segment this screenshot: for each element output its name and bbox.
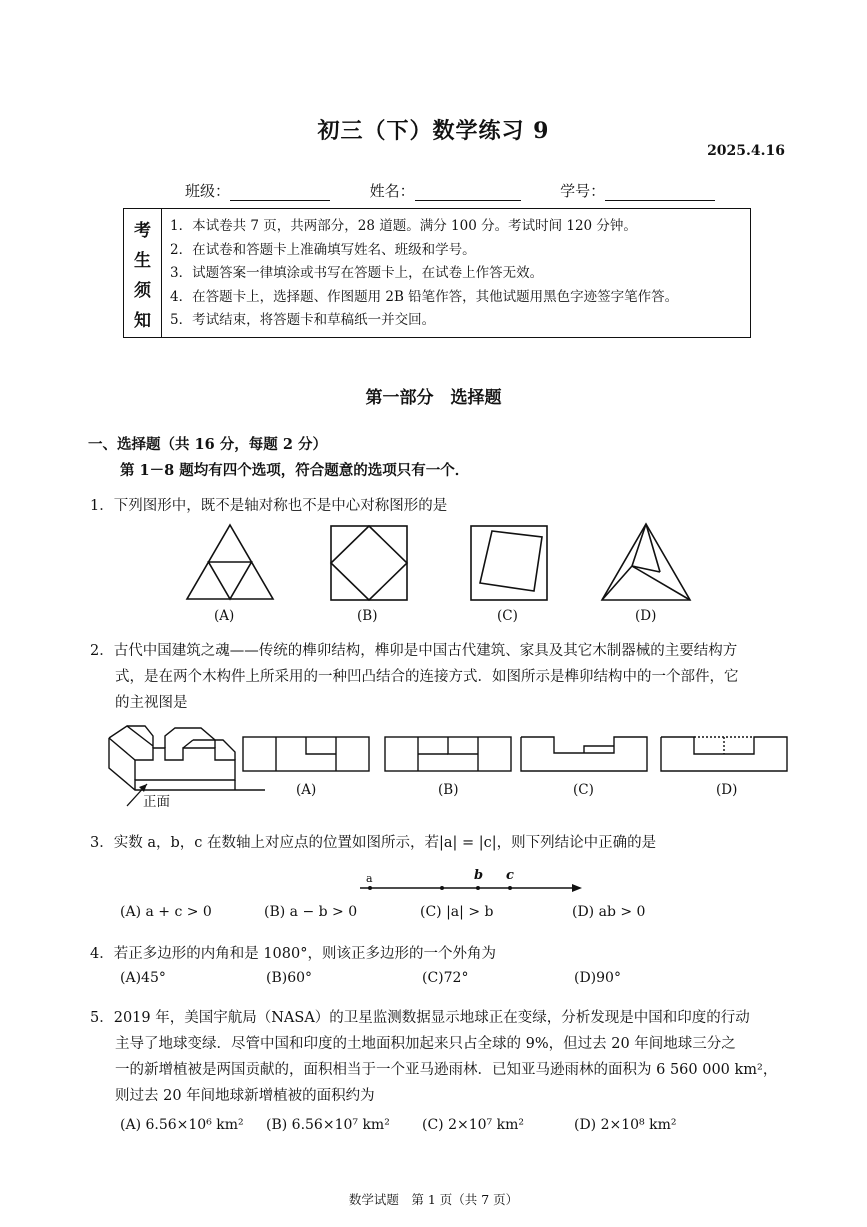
student-info-fields	[185, 180, 715, 201]
notice-item: 1．本试卷共 7 页，共两部分，28 道题。满分 100 分。考试时间 120 分钟。	[170, 218, 637, 234]
question-2-line-1: 2．古代中国建筑之魂——传统的榫卯结构，榫卯是中国古代建筑、家具及其它木制器械的主要结构方	[90, 643, 738, 659]
question-5-line-1: 5．2019 年，美国宇航局（NASA）的卫星监测数据显示地球正在变绿，分析发现是中国和印度的行动	[90, 1010, 750, 1026]
q2-view-d	[660, 736, 788, 772]
class-field[interactable]	[230, 186, 330, 201]
q2-caption-c: (C)	[573, 782, 594, 798]
q1-caption-a: (A)	[214, 608, 235, 624]
section-title: 第一部分 选择题	[365, 388, 502, 408]
notice-side-char: 生	[134, 250, 151, 271]
notice-side-label	[124, 209, 162, 337]
name-label: 姓名：	[369, 182, 415, 200]
q5-option-c: (C) 2×10⁷ km²	[422, 1117, 524, 1133]
question-1-text: 1．下列图形中，既不是轴对称也不是中心对称图形的是	[90, 498, 448, 514]
q3-option-d: (D) ab > 0	[572, 904, 646, 920]
name-field[interactable]	[415, 186, 521, 201]
question-5-line-3: 一的新增植被是两国贡献的，面积相当于一个亚马逊雨林．已知亚马逊雨林的面积为 6 560 000 km²，	[115, 1062, 778, 1078]
student-id-label: 学号：	[560, 182, 606, 200]
q4-option-c: (C)72°	[422, 970, 469, 986]
notice-item: 4．在答题卡上，选择题、作图题用 2B 铅笔作答，其他试题用黑色字迹签字笔作答。	[170, 288, 679, 305]
question-2-line-3: 的主视图是	[115, 695, 188, 711]
q1-caption-c: (C)	[497, 608, 518, 624]
exam-date: 2025.4.16	[707, 143, 785, 159]
q3-option-a: (A) a + c > 0	[120, 904, 212, 920]
class-label: 班级：	[185, 182, 231, 200]
page-title: 初三（下）数学练习 9	[317, 118, 550, 144]
q5-option-b: (B) 6.56×10⁷ km²	[266, 1117, 390, 1133]
q1-figure-c	[470, 525, 548, 601]
notice-side-char: 考	[134, 220, 151, 241]
question-5-line-2: 主导了地球变绿．尽管中国和印度的土地面积加起来只占全球的 9%，但过去 20 年间地球三分之	[115, 1036, 736, 1052]
q4-option-a: (A)45°	[120, 970, 166, 986]
notice-side-char: 须	[134, 280, 151, 301]
q2-view-c	[520, 736, 648, 772]
q2-view-b	[384, 736, 512, 772]
part-heading: 一、选择题（共 16 分，每题 2 分）	[88, 436, 327, 453]
q3-point-a-label: a	[366, 872, 373, 885]
notice-side-char: 知	[134, 310, 151, 331]
question-4-text: 4．若正多边形的内角和是 1080°，则该正多边形的一个外角为	[90, 946, 496, 962]
q4-option-b: (B)60°	[266, 970, 313, 986]
q1-caption-b: (B)	[357, 608, 378, 624]
q5-option-a: (A) 6.56×10⁶ km²	[120, 1117, 244, 1133]
q2-caption-b: (B)	[438, 782, 459, 798]
notice-list	[170, 215, 678, 333]
q5-option-d: (D) 2×10⁸ km²	[574, 1117, 677, 1133]
q3-point-c-label: c	[506, 868, 514, 883]
q1-figure-a	[185, 523, 275, 603]
notice-item: 5．考试结束，将答题卡和草稿纸一并交回。	[170, 312, 436, 328]
student-id-field[interactable]	[605, 186, 715, 201]
q2-view-a	[242, 736, 370, 772]
q3-option-b: (B) a − b > 0	[264, 904, 358, 920]
q3-point-b-label: b	[474, 868, 484, 883]
question-3-text: 3．实数 a，b，c 在数轴上对应点的位置如图所示，若|a| = |c|，则下列结论中正确的是	[90, 835, 657, 851]
q2-caption-a: (A)	[296, 782, 317, 798]
q3-option-c: (C) |a| > b	[420, 904, 494, 920]
q2-caption-d: (D)	[716, 782, 738, 798]
q1-figure-d	[600, 522, 692, 604]
q1-figure-b	[330, 525, 408, 601]
notice-item: 3．试题答案一律填涂或书写在答题卡上，在试卷上作答无效。	[170, 265, 544, 281]
exam-notice-box	[123, 208, 751, 338]
part-note: 第 1－8 题均有四个选项，符合题意的选项只有一个．	[120, 462, 470, 479]
page-footer: 数学试题 第 1 页（共 7 页）	[348, 1192, 519, 1207]
q3-number-line	[360, 866, 585, 896]
question-2-line-2: 式，是在两个木构件上所采用的一种凹凸结合的连接方式．如图所示是榫卯结构中的一个部件，它	[115, 669, 739, 685]
q1-caption-d: (D)	[635, 608, 657, 624]
q2-tenon-3d-figure	[105, 718, 240, 808]
notice-item: 2．在试卷和答题卡上准确填写姓名、班级和学号。	[170, 241, 476, 258]
question-5-line-4: 则过去 20 年间地球新增植被的面积约为	[115, 1088, 375, 1104]
q2-front-label: 正面	[143, 794, 170, 810]
q4-option-d: (D)90°	[574, 970, 621, 986]
